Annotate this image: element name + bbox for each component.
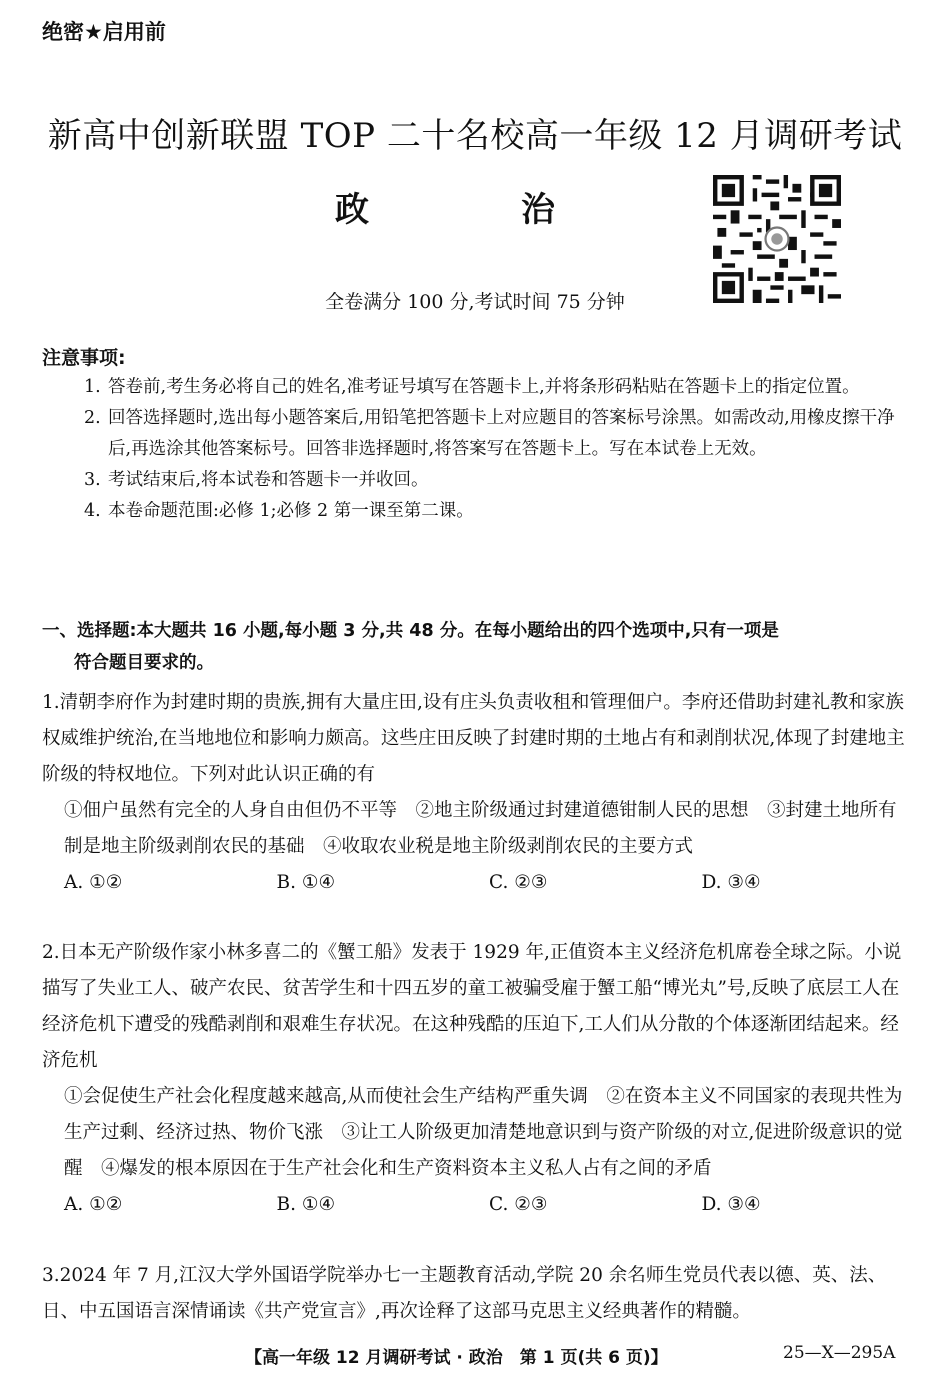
notice-text: 回答选择题时,选出每小题答案后,用铅笔把答题卡上对应题目的答案标号涂黑。如需改动,用橡皮擦干净后,再选涂其他答案标号。回答非选择题时,将答案写在答题卡上。写在本试卷上无效。 [108, 408, 895, 459]
question-3 [42, 1258, 914, 1330]
notice-number: 4. [84, 501, 101, 521]
question-number: 1. [42, 692, 60, 713]
exam-title: 新高中创新联盟 TOP 二十名校高一年级 12 月调研考试 [47, 116, 903, 156]
footer-code: 25—X—295A [783, 1343, 896, 1363]
option-d: D. ③④ [701, 1194, 761, 1215]
footer-page-info: 【高一年级 12 月调研考试 · 政治 第 1 页(共 6 页)】 [245, 1348, 668, 1368]
notice-heading: 注意事项: [42, 347, 126, 369]
notice-list [84, 372, 916, 527]
subject-title [335, 182, 555, 231]
question-2 [42, 935, 914, 1223]
question-1 [42, 685, 914, 901]
answer-options [42, 865, 914, 901]
question-stem [42, 935, 914, 1079]
qr-code [713, 175, 841, 303]
notice-number: 3. [84, 470, 101, 490]
notice-item [84, 403, 916, 465]
option-b: B. ①④ [276, 872, 336, 893]
question-stem-text: 2024 年 7 月,江汉大学外国语学院举办七一主题教育活动,学院 20 余名师生党员代表以德、英、法、日、中五国语言深情诵读《共产党宣言》,再次诠释了这部马克思主义经典著作的精髓。 [42, 1265, 887, 1322]
confidential-label: 绝密★启用前 [42, 20, 166, 44]
question-number: 2. [42, 942, 60, 963]
section-heading-line-2: 符合题目要求的。 [74, 653, 214, 673]
question-stem [42, 1258, 914, 1330]
option-b: B. ①④ [276, 1194, 336, 1215]
notice-number: 1. [84, 377, 101, 397]
question-items: ①会促使生产社会化程度越来越高,从而使社会生产结构严重失调 ②在资本主义不同国家的表现共性为生产过剩、经济过热、物价飞涨 ③让工人阶级更加清楚地意识到与资产阶级的对立,促进阶级意识的觉醒 ④爆发的根本原因在于生产社会化和生产资料资本主义私人占有之间的矛盾 [64, 1086, 903, 1179]
notice-text: 答卷前,考生务必将自己的姓名,准考证号填写在答题卡上,并将条形码粘贴在答题卡上的指定位置。 [108, 377, 860, 397]
answer-options [42, 1187, 914, 1223]
question-number: 3. [42, 1265, 60, 1286]
notice-text: 考试结束后,将本试卷和答题卡一并收回。 [108, 470, 429, 490]
question-stem-text: 日本无产阶级作家小林多喜二的《蟹工船》发表于 1929 年,正值资本主义经济危机席卷全球之际。小说描写了失业工人、破产农民、贫苦学生和十四五岁的童工被骗受雇于蟹工船“博光丸”号,反映了底层工人在经济危机下遭受的残酷剥削和艰难生存状况。在这种残酷的压迫下,工人们从分散的个体逐渐团结起来。经济危机 [42, 942, 902, 1071]
option-c: C. ②③ [489, 872, 548, 893]
option-a: A. ①② [64, 872, 123, 893]
section-heading-line-1: 一、选择题:本大题共 16 小题,每小题 3 分,共 48 分。在每小题给出的四个选项中,只有一项是 [42, 621, 779, 641]
question-stem-text: 清朝李府作为封建时期的贵族,拥有大量庄田,设有庄头负责收租和管理佃户。李府还借助封建礼教和家族权威维护统治,在当地地位和影响力颇高。这些庄田反映了封建时期的土地占有和剥削状况,体现了封建地主阶级的特权地位。下列对此认识正确的有 [42, 692, 905, 785]
question-stem [42, 685, 914, 793]
score-time-info: 全卷满分 100 分,考试时间 75 分钟 [325, 291, 625, 313]
notice-item [84, 496, 916, 527]
notice-text: 本卷命题范围:必修 1;必修 2 第一课至第二课。 [108, 501, 474, 521]
option-a: A. ①② [64, 1194, 123, 1215]
subject-char-2: 治 [521, 190, 555, 230]
section-heading [42, 615, 914, 679]
option-d: D. ③④ [701, 872, 761, 893]
notice-item [84, 465, 916, 496]
notice-number: 2. [84, 408, 101, 428]
option-c: C. ②③ [489, 1194, 548, 1215]
question-items: ①佃户虽然有完全的人身自由但仍不平等 ②地主阶级通过封建道德钳制人民的思想 ③封建土地所有制是地主阶级剥削农民的基础 ④收取农业税是地主阶级剥削农民的主要方式 [64, 800, 897, 857]
subject-char-1: 政 [335, 190, 369, 230]
notice-item [84, 372, 916, 403]
